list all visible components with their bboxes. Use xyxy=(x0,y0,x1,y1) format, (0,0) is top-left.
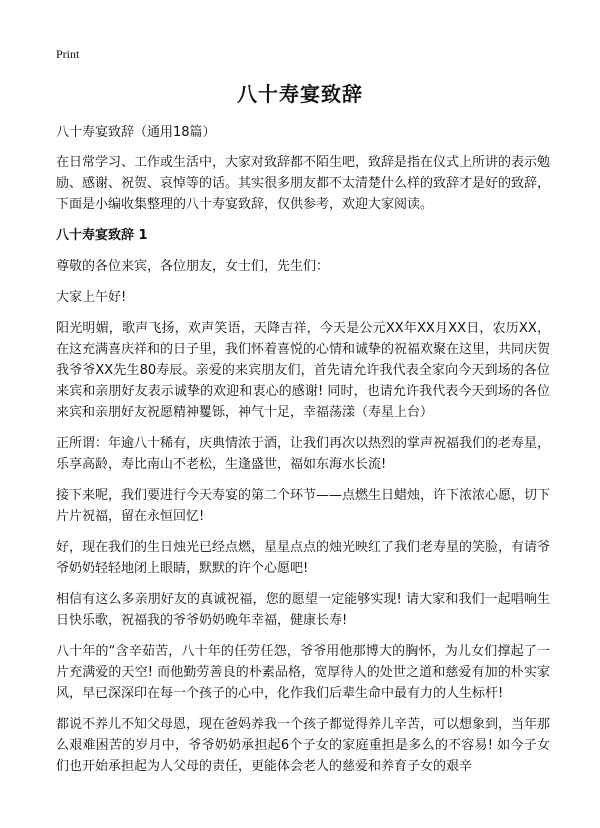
body-paragraph: 相信有这么多亲朋好友的真诚祝福，您的愿望一定能够实现! 请大家和我们一起唱响生日快乐歌，祝福我的爷爷奶奶晚年幸福，健康长寿! xyxy=(56,592,550,628)
print-link[interactable]: Print xyxy=(56,47,80,61)
intro-paragraph: 在日常学习、工作或生活中，大家对致辞都不陌生吧，致辞是指在仪式上所讲的表示勉励、感谢、祝贺、哀悼等的话。其实很多朋友都不太清楚什么样的致辞才是好的致辞，下面是小编收集整理的八十寿宴致辞，仅供参考，欢迎大家阅读。 xyxy=(56,155,551,212)
body-paragraph: 都说不养儿不知父母恩，现在爸妈养我一个孩子都觉得养儿辛苦，可以想象到，当年那么艰难困苦的岁月中，爷爷奶奶承担起6个子女的家庭重担是多么的不容易! 如今子女们也开始承担起为人父母的责任，更能体会老人的慈爱和养育子女的艰辛 xyxy=(56,717,551,774)
document-subtitle: 八十寿宴致辞（通用18篇） xyxy=(56,125,216,140)
salutation-paragraph: 尊敬的各位来宾，各位朋友，女士们，先生们： xyxy=(56,259,330,274)
body-paragraph: 好，现在我们的生日烛光已经点燃，星星点点的烛光映红了我们老寿星的笑脸，有请爷爷奶奶轻轻地闭上眼睛，默默的许个心愿吧! xyxy=(56,540,551,576)
body-paragraph: 阳光明媚，歌声飞扬，欢声笑语，天降吉祥，今天是公元XX年XX月XX日，农历XX，在这充满喜庆祥和的日子里，我们怀着喜悦的心情和诚挚的祝福欢聚在这里，共同庆贺我爷爷XX先生80寿辰。亲爱的来宾朋友们，首先请允许我代表全家向今天到场的各位来宾和亲朋好友表示诚挚的欢迎和衷心的感谢! 同时，也请允许我代表今天到场的各位来宾和亲朋好友祝愿精神矍铄，神气十足，幸福荡漾（寿星上台） xyxy=(56,321,551,420)
page-title: 八十寿宴致辞 xyxy=(237,82,363,106)
body-paragraph: 接下来呢，我们要进行今天寿宴的第二个环节——点燃生日蜡烛，许下浓浓心愿，切下片片祝福，留在永恒回忆! xyxy=(56,488,551,524)
body-paragraph: 八十年的“含辛茹苦，八十年的任劳任怨，爷爷用他那博大的胸怀，为儿女们撑起了一片充满爱的天空! 而他勤劳善良的朴素品格，宽厚待人的处世之道和慈爱有加的朴实家风，早已深深印在每一个孩子的心中，化作我们后辈生命中最有力的人生标杆! xyxy=(56,644,550,701)
section-heading: 八十寿宴致辞 1 xyxy=(56,228,148,243)
document-body xyxy=(56,122,550,787)
body-paragraph: 正所谓：年逾八十稀有，庆典情浓于酒，让我们再次以热烈的掌声祝福我们的老寿星，乐享高龄，寿比南山不老松，生逢盛世，福如东海水长流! xyxy=(56,436,551,472)
greeting-paragraph: 大家上午好! xyxy=(56,290,127,305)
